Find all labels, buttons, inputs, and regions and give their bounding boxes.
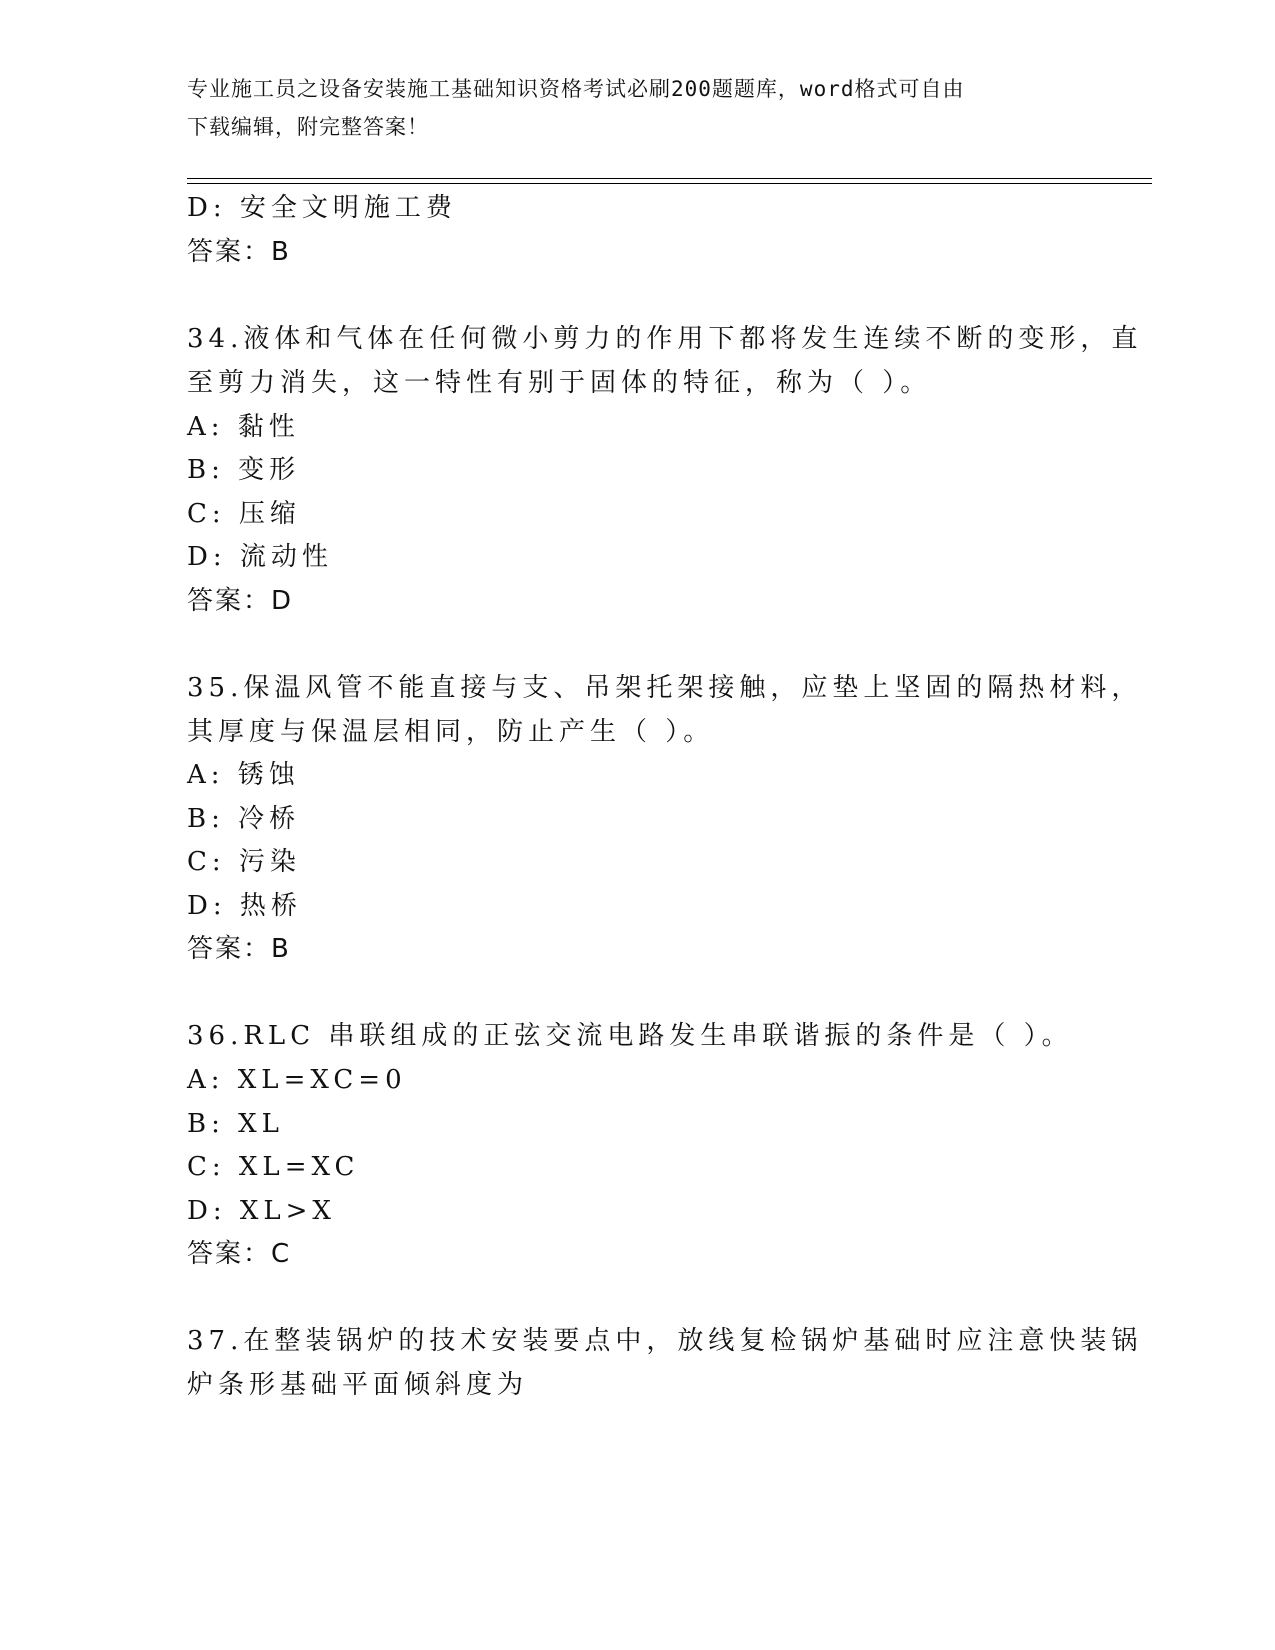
header-line-2: 下载编辑，附完整答案！ <box>187 115 429 139</box>
q36-option-c: C: XL=XC <box>187 1152 360 1182</box>
document-header <box>187 70 1087 146</box>
q35-option-d: D: 热桥 <box>187 891 302 921</box>
q34-stem-line-2: 至剪力消失，这一特性有别于固体的特征，称为（ ）。 <box>187 368 932 398</box>
q37-stem-line-2: 炉条形基础平面倾斜度为 <box>187 1370 529 1400</box>
q34-option-d: D: 流动性 <box>187 542 333 572</box>
header-divider-top <box>187 178 1152 179</box>
q34-answer: 答案：D <box>187 586 294 616</box>
q36-option-a: A: XL=XC=0 <box>187 1065 407 1095</box>
q36-stem-line-1: 36.RLC 串联组成的正弦交流电路发生串联谐振的条件是（ ）。 <box>187 1021 1073 1051</box>
q35-option-c: C: 污染 <box>187 847 301 877</box>
q35-stem-line-1: 35.保温风管不能直接与支、吊架托架接触，应垫上坚固的隔热材料， <box>187 673 1143 703</box>
q35-answer: 答案：B <box>187 934 291 964</box>
q35-stem-line-2: 其厚度与保温层相同，防止产生（ ）。 <box>187 717 715 747</box>
prev-answer: 答案：B <box>187 237 291 267</box>
q34-option-c: C: 压缩 <box>187 499 301 529</box>
q35-option-b: B: 冷桥 <box>187 804 301 834</box>
q36-answer: 答案：C <box>187 1239 292 1269</box>
q37-stem-line-1: 37.在整装锅炉的技术安装要点中，放线复检锅炉基础时应注意快装锅 <box>187 1326 1143 1356</box>
q36-option-d: D: XL>X <box>187 1196 336 1226</box>
q36-option-b: B: XL <box>187 1109 284 1139</box>
prev-option-d: D: 安全文明施工费 <box>187 193 457 223</box>
q34-option-a: A: 黏性 <box>187 412 300 442</box>
q34-stem-line-1: 34.液体和气体在任何微小剪力的作用下都将发生连续不断的变形，直 <box>187 324 1143 354</box>
q34-option-b: B: 变形 <box>187 455 301 485</box>
header-divider-bottom <box>187 183 1152 184</box>
q35-option-a: A: 锈蚀 <box>187 760 300 790</box>
header-line-1: 专业施工员之设备安装施工基础知识资格考试必刷200题题库，word格式可自由 <box>187 77 965 101</box>
